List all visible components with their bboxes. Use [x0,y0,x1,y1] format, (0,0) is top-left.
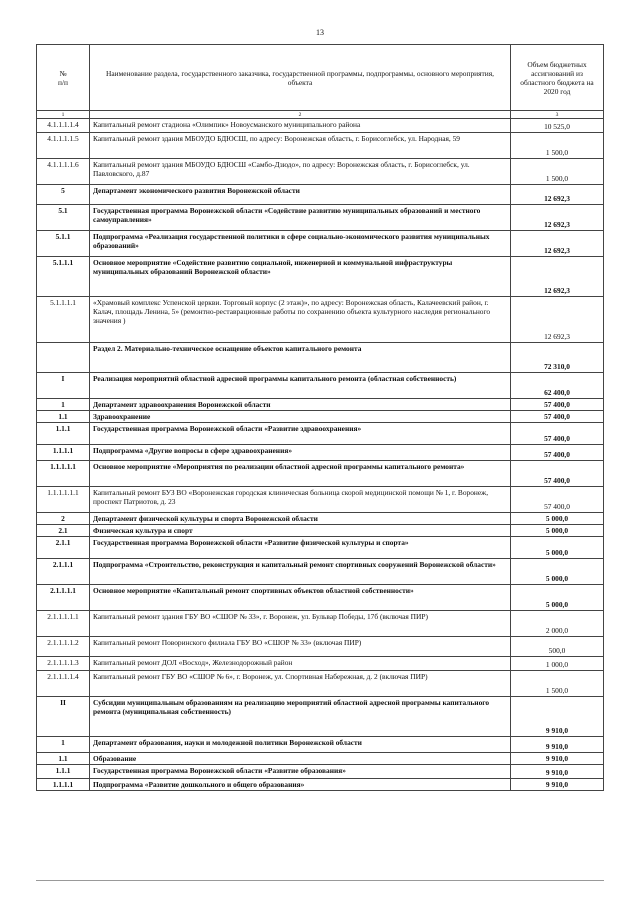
row-number: II [37,697,90,737]
row-number: 4.1.1.1.1.5 [37,133,90,159]
row-number: 1.1.1.1 [37,779,90,791]
table-row [37,537,604,559]
table-row [37,487,604,513]
row-value: 10 525,0 [511,119,604,133]
row-name: Здравоохранение [90,411,511,423]
column-number-1: 1 [37,111,90,119]
row-value: 1 500,0 [511,133,604,159]
row-value: 1 000,0 [511,657,604,671]
table-row [37,461,604,487]
row-name: Государственная программа Воронежской области «Содействие развитию муниципальных образований и местного самоуправления» [90,205,511,231]
table-row [37,399,604,411]
table-row [37,133,604,159]
bottom-divider [36,880,604,881]
row-value: 9 910,0 [511,697,604,737]
row-number: 1.1 [37,753,90,765]
table-row [37,257,604,297]
table-row [37,231,604,257]
table-row [37,423,604,445]
row-value: 12 692,3 [511,185,604,205]
row-name: Физическая культура и спорт [90,525,511,537]
row-name: Подпрограмма «Реализация государственной политики в сфере социально-экономического развития муниципальных образований» [90,231,511,257]
table-row [37,637,604,657]
table-row [37,297,604,343]
column-number-2: 2 [90,111,511,119]
header-volume: Объем бюджетных ассигнований из областного бюджета на 2020 год [511,45,604,111]
table-row [37,657,604,671]
table-row [37,525,604,537]
table-row [37,185,604,205]
row-name: Государственная программа Воронежской области «Развитие образования» [90,765,511,779]
row-name: Капитальный ремонт ДОЛ «Восход», Железнодорожный район [90,657,511,671]
row-number: 4.1.1.1.1.4 [37,119,90,133]
row-name: Капитальный ремонт здания ГБУ ВО «СШОР № 33», г. Воронеж, ул. Бульвар Победы, 17б (включая ПИР) [90,611,511,637]
row-name: Капитальный ремонт БУЗ ВО «Воронежская городская клиническая больница скорой медицинской помощи № 1, г. Воронеж, проспект Патриотов, д. 23 [90,487,511,513]
row-name: Субсидии муниципальным образованиям на реализацию мероприятий областной адресной программы капитального ремонта (муниципальная собственность) [90,697,511,737]
row-name: Капитальный ремонт ГБУ ВО «СШОР № 6», г. Воронеж, ул. Спортивная Набережная, д. 2 (включая ПИР) [90,671,511,697]
row-number: 1 [37,399,90,411]
row-number: 2.1 [37,525,90,537]
row-name: Основное мероприятие «Мероприятия по реализации областной адресной программы капитального ремонта» [90,461,511,487]
row-name: Реализация мероприятий областной адресной программы капитального ремонта (областная собственность) [90,373,511,399]
header-number: № п/п [37,45,90,111]
row-name: Департамент здравоохранения Воронежской области [90,399,511,411]
row-value: 62 400,0 [511,373,604,399]
row-name: Подпрограмма «Развитие дошкольного и общего образования» [90,779,511,791]
row-value: 72 310,0 [511,343,604,373]
table-row [37,585,604,611]
column-number-row [37,111,604,119]
row-number: 2.1.1.1.1.4 [37,671,90,697]
row-name: Государственная программа Воронежской области «Развитие здравоохранения» [90,423,511,445]
row-number: 1 [37,737,90,753]
row-number: 5 [37,185,90,205]
table-row [37,445,604,461]
table-row [37,765,604,779]
row-value: 12 692,3 [511,297,604,343]
row-number: 1.1.1.1.1 [37,461,90,487]
table-row [37,697,604,737]
row-value: 5 000,0 [511,585,604,611]
row-number: 1.1 [37,411,90,423]
row-value: 57 400,0 [511,487,604,513]
row-number: 1.1.1 [37,765,90,779]
row-value: 500,0 [511,637,604,657]
row-value: 57 400,0 [511,445,604,461]
row-number: 1.1.1 [37,423,90,445]
column-number-3: 3 [511,111,604,119]
row-name: Раздел 2. Материально-техническое оснащение объектов капитального ремонта [90,343,511,373]
row-name: Подпрограмма «Строительство, реконструкция и капитальный ремонт спортивных сооружений Воронежской области» [90,559,511,585]
row-value: 2 000,0 [511,611,604,637]
row-value: 57 400,0 [511,411,604,423]
table-row [37,737,604,753]
table-row [37,159,604,185]
row-value: 5 000,0 [511,525,604,537]
row-number: 5.1 [37,205,90,231]
row-value: 57 400,0 [511,399,604,411]
row-value: 5 000,0 [511,513,604,525]
row-name: Департамент образования, науки и молодежной политики Воронежской области [90,737,511,753]
row-name: Государственная программа Воронежской области «Развитие физической культуры и спорта» [90,537,511,559]
row-number: 5.1.1 [37,231,90,257]
table-row [37,671,604,697]
row-name: Основное мероприятие «Капитальный ремонт спортивных объектов областной собственности» [90,585,511,611]
row-value: 1 500,0 [511,159,604,185]
row-value: 57 400,0 [511,461,604,487]
row-value: 9 910,0 [511,765,604,779]
budget-table [36,44,604,791]
row-value: 5 000,0 [511,559,604,585]
row-number: 2.1.1 [37,537,90,559]
row-name: Основное мероприятие «Содействие развитию социальной, инженерной и коммунальной инфраструктуры муниципальных образований Воронежской области» [90,257,511,297]
table-row [37,559,604,585]
row-name: Образование [90,753,511,765]
row-name: Подпрограмма «Другие вопросы в сфере здравоохранения» [90,445,511,461]
table-row [37,513,604,525]
row-number: 5.1.1.1 [37,257,90,297]
table-row [37,411,604,423]
row-value: 9 910,0 [511,779,604,791]
row-name: Капитальный ремонт здания МБОУДО БДЮСШ, по адресу: Воронежская область, г. Борисоглебск, ул. Народная, 59 [90,133,511,159]
row-name: Капитальный ремонт стадиона «Олимпик» Новоусманского муниципального района [90,119,511,133]
row-number: 1.1.1.1 [37,445,90,461]
row-value: 9 910,0 [511,753,604,765]
row-number: I [37,373,90,399]
row-name: Департамент экономического развития Воронежской области [90,185,511,205]
row-value: 12 692,3 [511,257,604,297]
row-number: 2.1.1.1.1 [37,585,90,611]
table-row [37,753,604,765]
row-number: 5.1.1.1.1 [37,297,90,343]
table-row [37,373,604,399]
table-header-row [37,45,604,111]
row-number: 2.1.1.1.1.2 [37,637,90,657]
row-number: 2 [37,513,90,525]
row-value: 12 692,3 [511,205,604,231]
header-name: Наименование раздела, государственного заказчика, государственной программы, подпрограммы, основного мероприятия, объекта [90,45,511,111]
table-row [37,611,604,637]
table-row [37,779,604,791]
row-name: Департамент физической культуры и спорта Воронежской области [90,513,511,525]
row-value: 5 000,0 [511,537,604,559]
table-row [37,119,604,133]
table-row [37,205,604,231]
page-number: 13 [316,28,324,37]
row-name: Капитальный ремонт Поворинского филиала ГБУ ВО «СШОР № 33» (включая ПИР) [90,637,511,657]
row-number [37,343,90,373]
row-number: 2.1.1.1.1.3 [37,657,90,671]
row-name: «Храмовый комплекс Успенской церкви. Торговый корпус (2 этаж)», по адресу: Воронежская область, Калачеевский район, г. Калач, площадь Ленина, 5» (ремонтно-реставрационные работы по сохранению объекта культурного наследия регионального значения ) [90,297,511,343]
row-number: 1.1.1.1.1.1 [37,487,90,513]
row-name: Капитальный ремонт здания МБОУДО БДЮСШ «Самбо-Дзюдо», по адресу: Воронежская область, г. Борисоглебск, ул. Павловского, д.87 [90,159,511,185]
row-number: 2.1.1.1.1.1 [37,611,90,637]
row-value: 1 500,0 [511,671,604,697]
row-value: 9 910,0 [511,737,604,753]
row-number: 2.1.1.1 [37,559,90,585]
table-row [37,343,604,373]
row-value: 57 400,0 [511,423,604,445]
row-number: 4.1.1.1.1.6 [37,159,90,185]
row-value: 12 692,3 [511,231,604,257]
